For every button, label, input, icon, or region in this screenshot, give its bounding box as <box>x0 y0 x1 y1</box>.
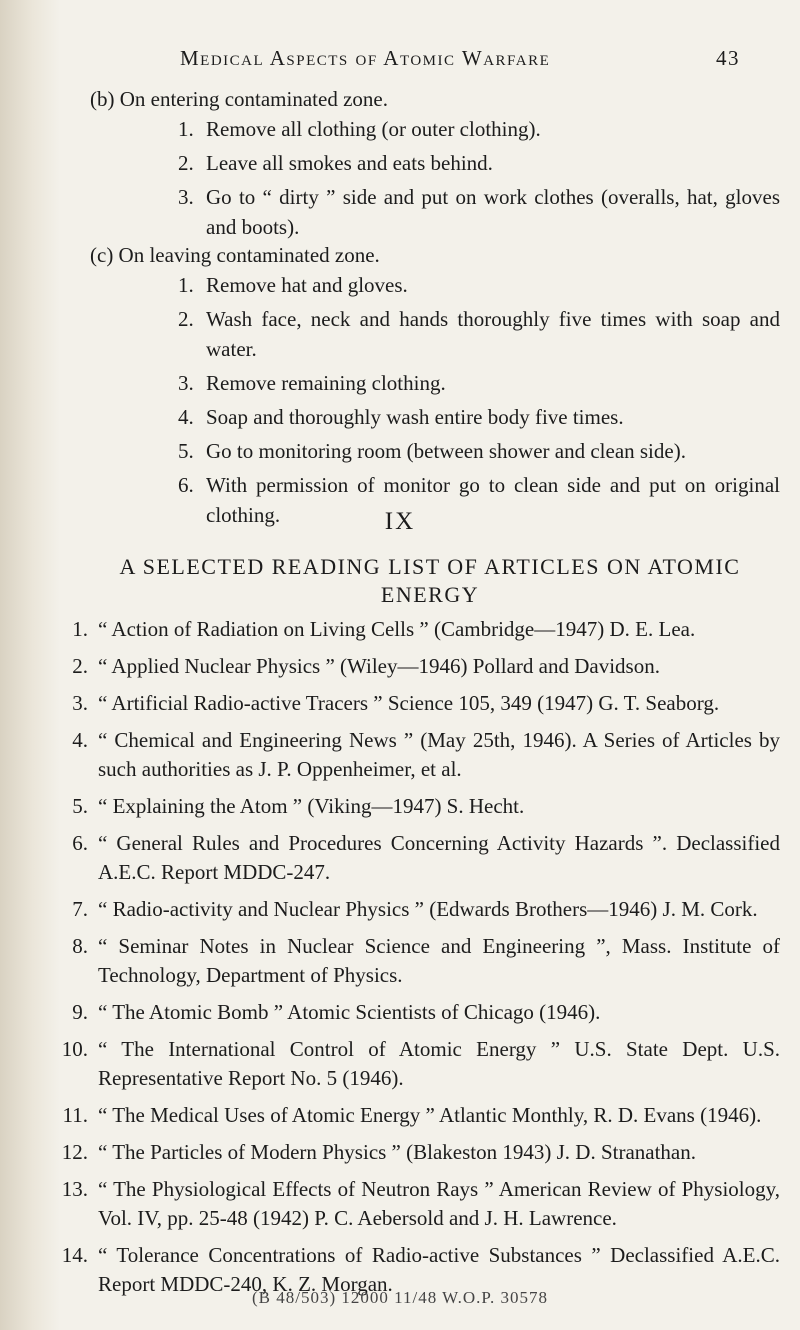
list-item <box>38 1101 780 1130</box>
ref-text: “ The Particles of Modern Physics ” (Blakeston 1943) J. D. Stranathan. <box>98 1140 696 1164</box>
list-item <box>38 652 780 681</box>
section-b-steps <box>178 114 780 242</box>
step-number: 6. <box>178 473 194 497</box>
step-text: With permission of monitor go to clean side and put on original clothing. <box>206 473 780 527</box>
step-number: 5. <box>178 439 194 463</box>
list-item <box>38 689 780 718</box>
ref-text: “ Seminar Notes in Nuclear Science and Engineering ”, Mass. Institute of Technology, Department of Physics. <box>98 934 780 987</box>
list-item <box>38 998 780 1027</box>
step-text: Wash face, neck and hands thoroughly five times with soap and water. <box>206 307 780 361</box>
ref-text: “ The Physiological Effects of Neutron Rays ” American Review of Physiology, Vol. IV, pp. 25-48 (1942) P. C. Aebersold and J. H. Lawrence. <box>98 1177 780 1230</box>
ref-text: “ Radio-activity and Nuclear Physics ” (Edwards Brothers—1946) J. M. Cork. <box>98 897 758 921</box>
ref-number: 10. <box>61 1037 88 1061</box>
step-number: 1. <box>178 117 194 141</box>
list-item <box>178 182 780 242</box>
step-number: 3. <box>178 185 194 209</box>
step-text: Remove all clothing (or outer clothing). <box>206 117 541 141</box>
list-item <box>178 436 780 466</box>
ref-number: 11. <box>62 1103 88 1127</box>
step-number: 1. <box>178 273 194 297</box>
step-text: Go to “ dirty ” side and put on work clothes (overalls, hat, gloves and boots). <box>206 185 780 239</box>
list-item <box>38 1175 780 1233</box>
step-text: Remove hat and gloves. <box>206 273 408 297</box>
page-number: 43 <box>716 46 740 70</box>
list-item <box>38 615 780 644</box>
list-item <box>178 304 780 364</box>
ref-number: 13. <box>61 1177 88 1201</box>
ref-number: 7. <box>72 897 88 921</box>
step-text: Leave all smokes and eats behind. <box>206 151 493 175</box>
step-number: 3. <box>178 371 194 395</box>
ref-text: “ Tolerance Concentrations of Radio-active Substances ” Declassified A.E.C. Report MDDC-240, K. Z. Morgan. <box>98 1243 780 1296</box>
section-c-heading: (c) On leaving contaminated zone. <box>90 243 380 267</box>
ref-number: 2. <box>72 654 88 678</box>
section-c <box>90 240 780 534</box>
section-numeral: IX <box>384 508 416 535</box>
ref-number: 6. <box>72 831 88 855</box>
ref-number: 1. <box>72 617 88 641</box>
running-title: Medical Aspects of Atomic Warfare <box>180 46 551 70</box>
printer-imprint: (B 48/503) 12000 11/48 W.O.P. 30578 <box>251 1288 548 1307</box>
ref-number: 3. <box>72 691 88 715</box>
ref-text: “ Explaining the Atom ” (Viking—1947) S. Hecht. <box>98 794 525 818</box>
list-item <box>38 1138 780 1167</box>
list-item <box>38 792 780 821</box>
list-item <box>38 895 780 924</box>
step-number: 2. <box>178 307 194 331</box>
list-item <box>38 829 780 887</box>
ref-number: 4. <box>72 728 88 752</box>
ref-number: 12. <box>61 1140 88 1164</box>
ref-number: 8. <box>72 934 88 958</box>
ref-text: “ The International Control of Atomic Energy ” U.S. State Dept. U.S. Representative Report No. 5 (1946). <box>98 1037 780 1090</box>
section-c-steps <box>178 270 780 530</box>
list-item <box>178 270 780 300</box>
ref-text: “ Action of Radiation on Living Cells ” (Cambridge—1947) D. E. Lea. <box>98 617 696 641</box>
list-item <box>38 726 780 784</box>
reading-list <box>38 615 780 1307</box>
ref-number: 5. <box>72 794 88 818</box>
ref-text: “ Chemical and Engineering News ” (May 25th, 1946). A Series of Articles by such authorities as J. P. Oppenheimer, et al. <box>98 728 780 781</box>
step-text: Soap and thoroughly wash entire body five times. <box>206 405 624 429</box>
ref-text: “ Applied Nuclear Physics ” (Wiley—1946) Pollard and Davidson. <box>98 654 660 678</box>
ref-text: “ Artificial Radio-active Tracers ” Science 105, 349 (1947) G. T. Seaborg. <box>98 691 720 715</box>
section-b-heading: (b) On entering contaminated zone. <box>90 87 388 111</box>
running-header <box>180 46 740 71</box>
step-text: Remove remaining clothing. <box>206 371 446 395</box>
section-b <box>90 84 780 246</box>
list-item <box>38 1035 780 1093</box>
list-item <box>38 932 780 990</box>
step-number: 2. <box>178 151 194 175</box>
step-number: 4. <box>178 405 194 429</box>
list-item <box>178 114 780 144</box>
ref-text: “ The Atomic Bomb ” Atomic Scientists of Chicago (1946). <box>98 1000 601 1024</box>
step-text: Go to monitoring room (between shower and clean side). <box>206 439 686 463</box>
ref-number: 9. <box>72 1000 88 1024</box>
list-item <box>178 148 780 178</box>
list-item <box>178 402 780 432</box>
ref-number: 14. <box>61 1243 88 1267</box>
ref-text: “ General Rules and Procedures Concerning Activity Hazards ”. Declassified A.E.C. Report MDDC-247. <box>98 831 780 884</box>
reading-list-title: A SELECTED READING LIST OF ARTICLES ON ATOMIC ENERGY <box>119 554 741 607</box>
ref-text: “ The Medical Uses of Atomic Energy ” Atlantic Monthly, R. D. Evans (1946). <box>98 1103 762 1127</box>
list-item <box>178 368 780 398</box>
